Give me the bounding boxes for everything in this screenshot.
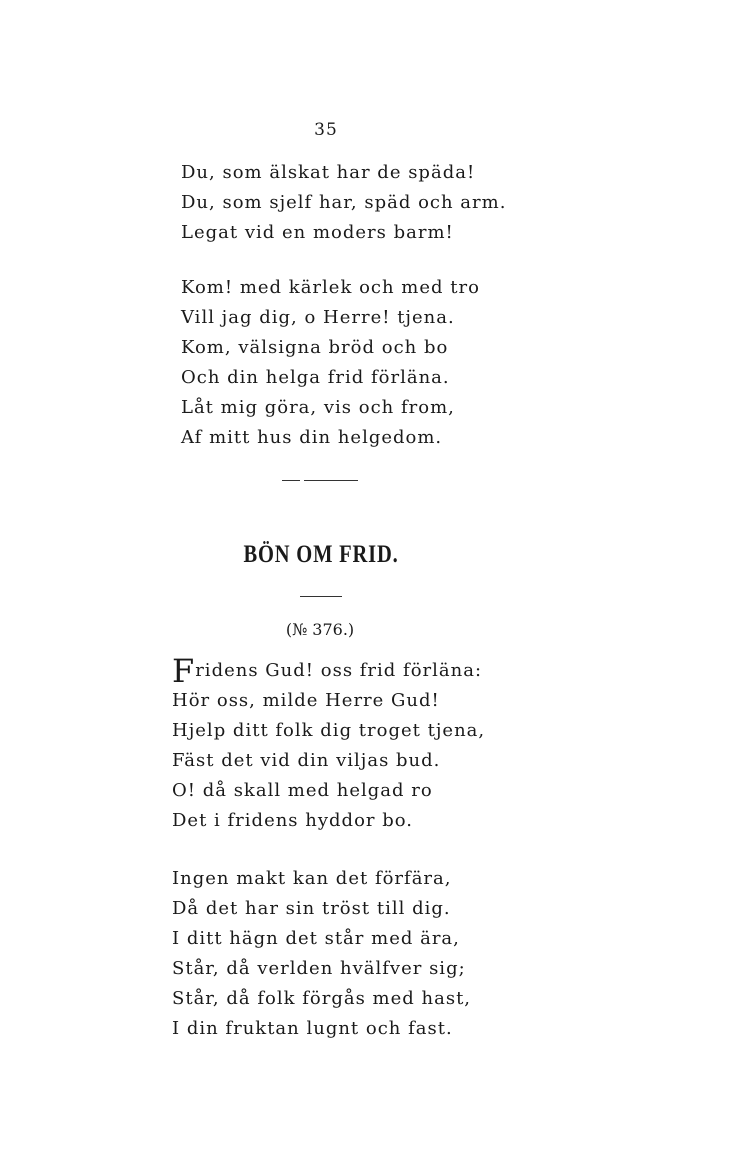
verse-line: Legat vid en moders barm! [181,222,454,243]
verse-line: Vill jag dig, o Herre! tjena. [181,307,455,328]
verse-line: I din fruktan lugnt och fast. [172,1018,453,1039]
verse-line-rest: ridens Gud! oss frid förläna: [195,660,483,681]
verse-line: Står, då folk förgås med hast, [172,988,472,1009]
poem-stanza [181,158,506,248]
verse-line: Du, som älskat har de späda! [181,162,476,183]
verse-line: Står, då verlden hvälfver sig; [172,958,466,979]
poem-stanza [172,652,486,836]
title-rule [300,596,342,597]
verse-line: Du, som sjelf har, späd och arm. [181,192,507,213]
verse-line: Hör oss, milde Herre Gud! [172,690,440,711]
verse-line: O! då skall med helgad ro [172,780,433,801]
verse-line: Ingen makt kan det förfära, [172,868,452,889]
verse-line: Af mitt hus din helgedom. [181,427,443,448]
verse-line: Låt mig göra, vis och from, [181,397,455,418]
drop-cap: F [172,652,196,690]
poem-stanza [172,864,471,1044]
verse-line: Och din helga frid förläna. [181,367,450,388]
verse-line: Hjelp ditt folk dig troget tjena, [172,720,486,741]
divider-segment [282,480,300,481]
verse-line-first [172,652,485,690]
divider-segment [304,480,358,481]
poem-title: BÖN OM FRID. [243,541,399,568]
page-number: 35 [314,120,338,140]
section-divider [282,480,358,482]
verse-line: Då det har sin tröst till dig. [172,898,451,919]
verse-line: Kom, välsigna bröd och bo [181,337,449,358]
verse-line: I ditt hägn det står med ära, [172,928,460,949]
verse-line: Det i fridens hyddor bo. [172,810,414,831]
hymn-number: (№ 376.) [285,620,355,639]
verse-line: Fäst det vid din viljas bud. [172,750,441,771]
verse-line: Kom! med kärlek och med tro [181,277,480,298]
poem-stanza [181,273,480,453]
